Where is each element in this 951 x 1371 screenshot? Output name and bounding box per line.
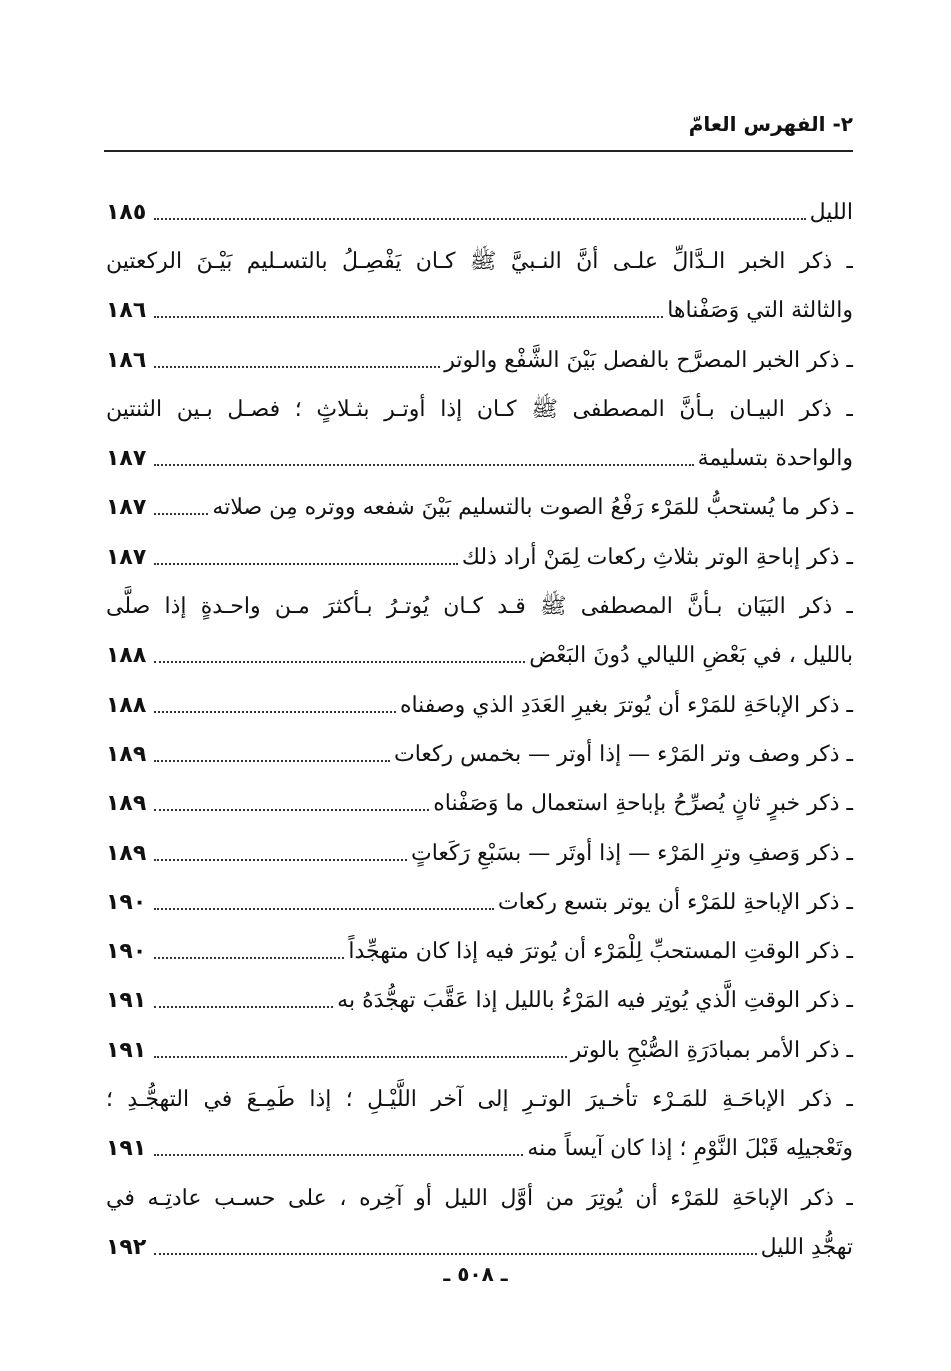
toc-page-number: ١٩١ [106,1136,147,1162]
toc-line [106,632,853,681]
toc-page-number: ١٨٩ [106,791,147,817]
toc-line [106,681,853,730]
dot-leader [154,711,396,713]
toc-page-number: ١٨٧ [106,495,147,521]
toc-entry-text: ـ ذكر البيـان بـأنَّ المصطفى ﷺ كـان إذا أوتـر بثـلاثٍ ؛ فصـل بـين الثنتين [106,397,853,423]
toc-entry-text: ـ ذكر إباحةِ الوتر بثلاثِ ركعات لِمَنْ أراد ذلك [461,544,853,570]
dot-leader [154,366,440,368]
dot-leader [154,859,407,861]
dot-leader [154,563,458,565]
toc-entry-text: ـ ذكر الوقتِ المستحبِّ لِلْمَرْء أن يُوترَ فيه إذا كان متهجِّداً [348,939,853,965]
toc-page-number: ١٨٩ [106,741,147,767]
toc-entry-text: والثالثة التي وَصَفْناها [667,298,853,324]
toc-page-number: ١٨٧ [106,544,147,570]
dot-leader [154,464,694,466]
toc-page-number: ١٨٧ [106,446,147,472]
toc-entry-text: ـ ذكر ما يُستحبُّ للمَرْء رَفْعُ الصوت بالتسليم بَيْنَ شفعه ووتره مِن صلاته [212,495,853,521]
toc-entry-text: ـ ذكر الأمر بمبادَرَةِ الصُّبْحِ بالوتر [570,1037,853,1063]
toc-entry-text: ـ ذكر الخبر المصرَّح بالفصل بَيْنَ الشَّفْع والوتر [444,347,853,373]
toc-line [106,878,853,927]
toc-entry-text: ـ ذكر البَيَان بـأنَّ المصطفى ﷺ قـد كـان يُوتـرُ بـأكثرَ مـن واحـدةٍ إذا صلَّى [106,594,853,620]
toc-line [106,927,853,976]
toc-line [106,336,853,385]
toc-page-number: ١٨٥ [106,199,147,225]
toc-line [106,533,853,582]
toc-entry-text: تهجُّدِ الليل [760,1234,853,1260]
toc-line [106,1125,853,1174]
toc-line [106,730,853,779]
toc-page-number: ١٨٨ [106,692,147,718]
dot-leader [154,1056,567,1058]
toc-page-number: ١٩١ [106,1037,147,1063]
dot-leader [154,661,525,663]
toc-line [106,1026,853,1075]
dot-leader [154,1154,523,1156]
dot-leader [154,1253,757,1255]
toc-line [106,780,853,829]
toc-entry-text: ـ ذكر الإباحَـةِ للمَـرْء تأخـيرَ الوتـرِ إلى آخر اللَّيْـلِ ؛ إذا طَمِـعَ في التهجُّـدِ ؛ [106,1087,853,1113]
dot-leader [154,957,344,959]
toc-entry-text: ـ ذكر وصف وتر المَرْء — إذا أوتر — بخمس ركعات [393,741,853,767]
dot-leader [154,218,806,220]
dot-leader [154,1006,333,1008]
toc-line [106,829,853,878]
toc-entry-text: الليل [809,199,853,225]
toc-page-number: ١٨٦ [106,298,147,324]
toc-entry-text: ـ ذكر وَصفِ وترِ المَرْء — إذا أوتَر — بسَبْعِ رَكَعاتٍ [410,840,853,866]
toc-page-number: ١٨٩ [106,840,147,866]
toc-entry-text: ـ ذكر الوقتِ الَّذي يُوتِر فيه المَرْءُ بالليل إذا عَقَّبَ تهجُّدَهُ به [337,988,853,1014]
dot-leader [154,316,663,318]
toc-entry-text: ـ ذكر الإباحةِ للمَرْء أن يوتر بتسع ركعات [497,889,853,915]
toc-entry-text: ـ ذكر الإباحَةِ للمَرْء أن يُوتِرَ من أوَّل الليل أو آخِره ، على حسـب عادتِـه في [106,1185,853,1211]
toc-line [106,484,853,533]
toc-page-number: ١٩٠ [106,889,147,915]
toc-page-number: ١٩٠ [106,939,147,965]
running-header: ٢- الفهرس العامّ [688,112,853,136]
toc-entry-text: وتَعْجيلِه قَبْلَ النَّوْمِ ؛ إذا كان آيساً منه [527,1136,853,1162]
header-rule [104,150,853,152]
toc-line [106,977,853,1026]
toc-entry-text: بالليل ، في بَعْضِ الليالي دُونَ البَعْض [529,643,853,669]
toc-page-number: ١٩١ [106,988,147,1014]
toc-page-number: ١٨٦ [106,347,147,373]
page-number: ـ ٥٠٨ ـ [443,1262,508,1286]
toc-line [106,287,853,336]
toc-page-number: ١٩٢ [106,1234,147,1260]
dot-leader [154,513,208,515]
table-of-contents [106,188,853,1273]
toc-entry-text: ـ ذكر خبرٍ ثانٍ يُصرِّحُ بإباحةِ استعمال ما وَصَفْناه [433,791,853,817]
toc-entry-text: والواحدة بتسليمة [697,446,853,472]
toc-entry-text: ـ ذكر الإباحَةِ للمَرْء أن يُوترَ بغيرِ العَدَدِ الذي وصفناه [399,692,853,718]
toc-page-number: ١٨٨ [106,643,147,669]
dot-leader [154,908,494,910]
toc-line [106,188,853,237]
dot-leader [154,809,429,811]
toc-entry-text: ـ ذكر الخبر الـدَّالِّ علـى أنَّ النـبيَّ ﷺ كـان يَفْصِـلُ بالتسـليم بَيْـنَ الركعتين [106,249,853,275]
dot-leader [154,760,390,762]
toc-line [106,434,853,483]
